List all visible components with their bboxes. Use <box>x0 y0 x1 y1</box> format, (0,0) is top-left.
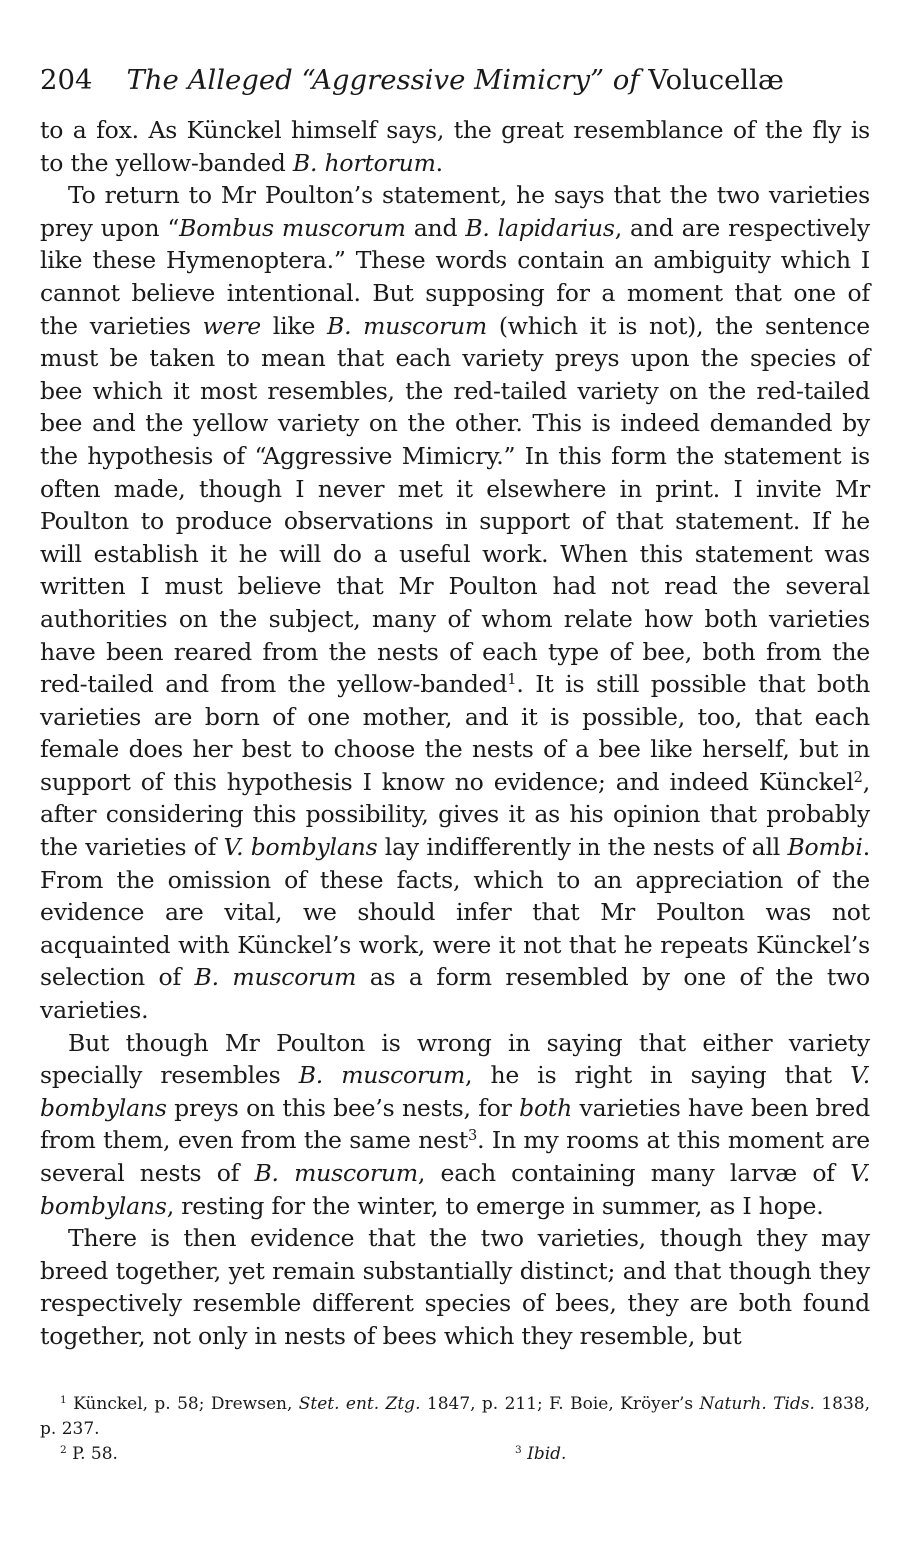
text-run: . It is still possible that both varieties are born of one mother, and it is possible, too, that each female does her best to choose the nests of a bee like herself, but in support of this hypothesis I know no evidence; and indeed Künckel <box>40 670 871 796</box>
text-run: 1838, p. 237. <box>40 1394 870 1439</box>
italic-run: Stet. ent. Ztg. <box>298 1394 421 1414</box>
text-run: , resting for the winter, to emerge in summer, as I hope. <box>166 1191 824 1220</box>
running-title <box>127 60 784 100</box>
text-run: 1847, p. 211; F. Boie, Kröyer’s <box>420 1394 700 1414</box>
text-run: . From the omission of these facts, which to an appreciation of the evidence are vital, we should infer that Mr Poulton was not acquainted with Künckel’s work, were it not that he repeats Künckel’s selection of <box>40 833 870 992</box>
text-run: . <box>435 148 443 177</box>
text-run: and <box>405 213 466 242</box>
italic-run: were <box>202 311 261 340</box>
footnotes <box>40 1392 870 1467</box>
running-header <box>40 60 870 104</box>
text-run: (which it is not), the sentence must be taken to mean that each variety preys upon the species of bee which it most resembles, the red-tailed variety on the red-tailed bee and the yellow variety on the other. This is indeed demanded by the hypothesis of “Aggressive Mimicry.” In this form the statement is often made, though I never met it elsewhere in print. I invite Mr Poulton to produce observations in support of that statement. If he will establish it he will do a useful work. When this statement was written I must believe that Mr Poulton had not read the several authorities on the subject, many of whom relate how both varieties have been reared from the nests of each type of bee, both from the red-tailed and from the yellow-banded <box>40 311 871 699</box>
text-run: , and are respectively like these Hymenoptera.” These words contain an ambiguity which I cannot believe intentional. But supposing for a moment that one of the varieties <box>40 213 870 340</box>
footnote-ref: 3 <box>468 1127 478 1145</box>
page-number: 204 <box>40 64 93 96</box>
footnote-3 <box>515 1442 870 1467</box>
text-run: preys on this bee’s nests, for <box>166 1093 520 1122</box>
text-run: . In my rooms at this moment are several nests of <box>40 1126 870 1187</box>
paragraph <box>40 114 870 179</box>
paragraph <box>40 1222 870 1352</box>
footnote-row <box>40 1442 870 1467</box>
text-run: , he is right in saying that <box>465 1061 851 1090</box>
italic-run: V. bombylans <box>223 833 378 862</box>
running-title-italic: The Alleged “Aggressive Mimicry” of <box>126 64 640 96</box>
text-run: varieties have been bred from them, even from the same nest <box>40 1093 870 1155</box>
italic-run: Bombi <box>787 833 863 862</box>
italic-run: both <box>519 1093 573 1122</box>
text-run: But though Mr Poulton is wrong in saying that either variety specially resembles <box>40 1028 870 1090</box>
footnote-2 <box>40 1442 515 1467</box>
italic-run: B. hortorum <box>292 148 436 177</box>
footnote-ref: 2 <box>60 1444 67 1457</box>
footnote-1 <box>40 1392 870 1442</box>
italic-run: Ibid. <box>527 1444 567 1464</box>
italic-run: B. muscorum <box>327 311 488 340</box>
page-body <box>40 60 870 1353</box>
text-run: like <box>260 311 328 340</box>
paragraph <box>40 179 870 1026</box>
italic-run: Naturh. Tids. <box>699 1394 815 1414</box>
italic-run: Bombus muscorum <box>179 213 406 242</box>
footnote-ref: 1 <box>507 671 517 689</box>
text-run: Künckel, p. 58; Drewsen, <box>66 1394 299 1414</box>
footnote-ref: 1 <box>60 1394 67 1407</box>
italic-run: V. bombylans <box>40 1159 871 1220</box>
text-run: lay indifferently in the nests of all <box>377 833 788 862</box>
footnote-ref: 3 <box>515 1444 522 1457</box>
italic-run: B. muscorum <box>254 1159 418 1187</box>
running-title-roman: Volucellæ <box>648 64 784 96</box>
italic-run: B. lapidarius <box>465 213 615 242</box>
text-run: as a form resembled by one of the two varieties. <box>40 963 870 1025</box>
text-run: To return to Mr Poulton’s statement, he says that the two varieties prey upon “ <box>40 181 870 242</box>
text-run: to a fox. As Künckel himself says, the great resemblance of the fly is to the yellow-banded <box>40 116 870 177</box>
italic-run: V. bombylans <box>40 1061 870 1122</box>
paragraph <box>40 1027 870 1223</box>
text-run: , after considering this possibility, gives it as his opinion that probably the varieties of <box>40 767 870 862</box>
main-text <box>40 114 870 1353</box>
text-run: , each containing many larvæ of <box>417 1159 851 1187</box>
italic-run: B. muscorum <box>194 963 357 992</box>
text-run: P. 58. <box>66 1444 118 1464</box>
italic-run: B. muscorum <box>298 1061 466 1090</box>
text-run: There is then evidence that the two varieties, though they may breed together, yet remain substantially distinct; and that though they respectively resemble different species of bees, they are both found together, not only in nests of bees which they resemble, but <box>40 1224 870 1350</box>
footnote-ref: 2 <box>853 768 863 786</box>
